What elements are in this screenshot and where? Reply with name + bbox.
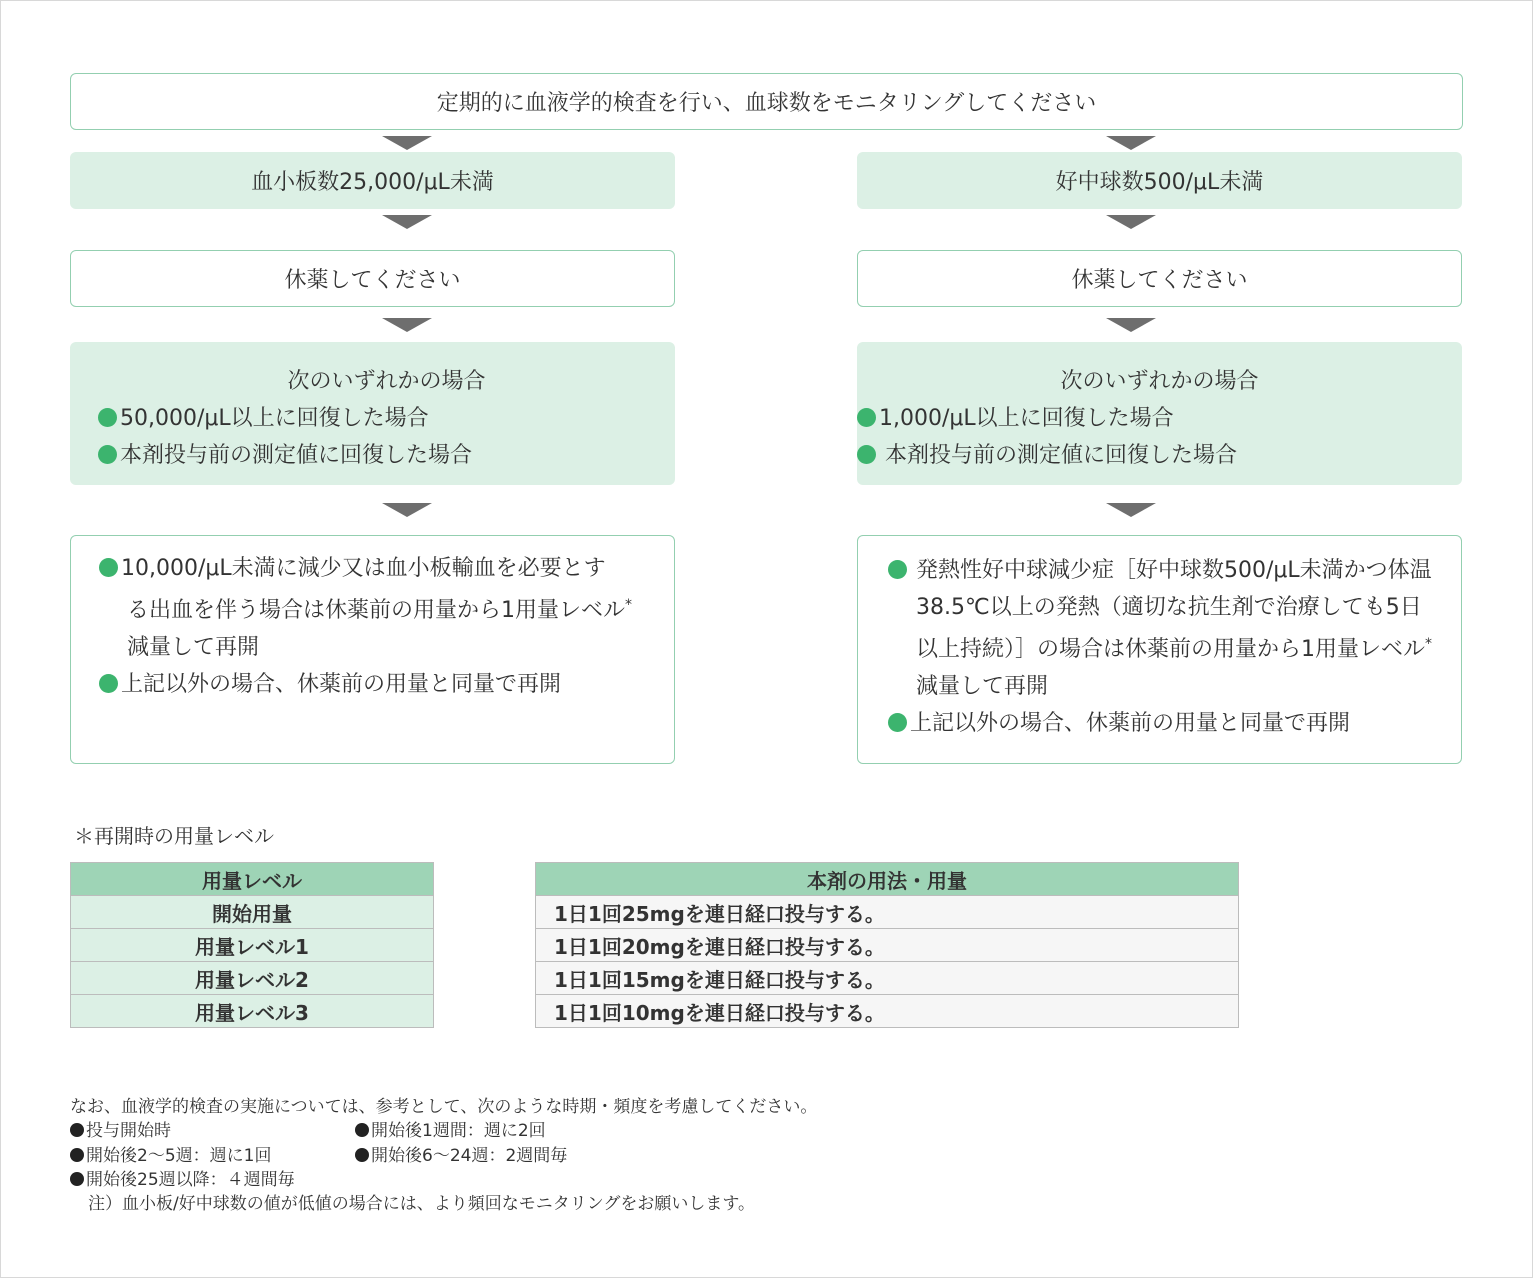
dose-level-table xyxy=(70,862,434,1028)
neutrophil-action-box xyxy=(857,250,1462,307)
schedule-item: 開始後6〜24週：2週間毎 xyxy=(355,1141,567,1166)
bullet-icon xyxy=(857,445,876,464)
neutrophil-recovery-head: 次のいずれかの場合 xyxy=(1060,369,1259,394)
bullet-icon xyxy=(857,408,876,427)
platelet-outcome-item-cont: る出血を伴う場合は休薬前の用量から1用量レベル* xyxy=(127,597,632,623)
bullet-icon xyxy=(70,1172,84,1186)
bullet-icon xyxy=(99,674,118,693)
monitoring-remark: 注）血小板/好中球数の値が低値の場合には、より頻回なモニタリングをお願いします。 xyxy=(88,1194,756,1214)
neutrophil-action-text: 休薬してください xyxy=(1071,268,1248,293)
arrow-down-icon xyxy=(382,136,432,150)
schedule-item: 開始後2〜5週：週に1回 xyxy=(70,1141,271,1166)
usage-header: 本剤の用法・用量 xyxy=(536,863,1239,896)
platelet-trigger-text: 血小板数25,000/μL未満 xyxy=(251,170,494,195)
platelet-recovery-item: 50,000/μL以上に回復した場合 xyxy=(98,400,675,437)
neutrophil-trigger-text: 好中球数500/μL未満 xyxy=(1055,170,1264,195)
monitoring-instruction-box xyxy=(70,73,1463,130)
schedule-item: 投与開始時 xyxy=(70,1116,171,1141)
neutrophil-outcome-item: 発熱性好中球減少症［好中球数500/μL未満かつ体温 xyxy=(888,552,1432,589)
arrow-down-icon xyxy=(1106,215,1156,229)
arrow-down-icon xyxy=(382,318,432,332)
bullet-icon xyxy=(70,1148,84,1162)
arrow-down-icon xyxy=(382,503,432,517)
arrow-down-icon xyxy=(1106,318,1156,332)
dose-level-cell: 用量レベル2 xyxy=(71,962,434,995)
platelet-outcome-item: 10,000/μL未満に減少又は血小板輸血を必要とす xyxy=(99,550,606,587)
arrow-down-icon xyxy=(1106,503,1156,517)
usage-cell: 1日1回20mgを連日経口投与する。 xyxy=(536,929,1239,962)
schedule-item: 開始後1週間：週に2回 xyxy=(355,1116,546,1141)
monitoring-instruction-text: 定期的に血液学的検査を行い、血球数をモニタリングしてください xyxy=(436,91,1097,116)
usage-table xyxy=(535,862,1239,1028)
arrow-down-icon xyxy=(1106,136,1156,150)
neutrophil-outcome-item-cont: 以上持続）］の場合は休薬前の用量から1用量レベル* xyxy=(916,636,1432,662)
bullet-icon xyxy=(98,445,117,464)
bullet-icon xyxy=(98,408,117,427)
platelet-action-box xyxy=(70,250,675,307)
neutrophil-outcome-box xyxy=(857,535,1462,764)
usage-cell: 1日1回10mgを連日経口投与する。 xyxy=(536,995,1239,1028)
schedule-item: 開始後25週以降：４週間毎 xyxy=(70,1165,295,1190)
bullet-icon xyxy=(888,560,907,579)
neutrophil-recovery-item: 1,000/μL以上に回復した場合 xyxy=(857,400,1462,437)
bullet-icon xyxy=(355,1148,369,1162)
platelet-recovery-head: 次のいずれかの場合 xyxy=(287,369,486,394)
bullet-icon xyxy=(888,713,907,732)
monitoring-schedule-intro: なお、血液学的検査の実施については、参考として、次のような時期・頻度を考慮してください。 xyxy=(70,1097,818,1117)
usage-cell: 1日1回25mgを連日経口投与する。 xyxy=(536,896,1239,929)
platelet-outcome-item: 上記以外の場合、休薬前の用量と同量で再開 xyxy=(99,666,561,703)
dose-level-footnote-title: ＊再開時の用量レベル xyxy=(74,824,274,848)
arrow-down-icon xyxy=(382,215,432,229)
neutrophil-trigger-box xyxy=(857,152,1462,209)
dose-level-cell: 用量レベル3 xyxy=(71,995,434,1028)
bullet-icon xyxy=(355,1123,369,1137)
platelet-recovery-item: 本剤投与前の測定値に回復した場合 xyxy=(98,437,675,474)
neutrophil-outcome-item-cont: 減量して再開 xyxy=(916,674,1049,699)
neutrophil-outcome-item-cont: 38.5℃以上の発熱（適切な抗生剤で治療しても5日 xyxy=(916,595,1422,620)
neutrophil-recovery-box xyxy=(857,342,1462,485)
neutrophil-recovery-item: 本剤投与前の測定値に回復した場合 xyxy=(857,437,1462,474)
platelet-outcome-box xyxy=(70,535,675,764)
platelet-recovery-box xyxy=(70,342,675,485)
platelet-outcome-item-cont: 減量して再開 xyxy=(127,635,260,660)
dose-level-cell: 用量レベル1 xyxy=(71,929,434,962)
platelet-action-text: 休薬してください xyxy=(284,268,461,293)
usage-cell: 1日1回15mgを連日経口投与する。 xyxy=(536,962,1239,995)
bullet-icon xyxy=(99,558,118,577)
dose-level-header: 用量レベル xyxy=(71,863,434,896)
platelet-trigger-box xyxy=(70,152,675,209)
bullet-icon xyxy=(70,1123,84,1137)
dose-level-cell: 開始用量 xyxy=(71,896,434,929)
neutrophil-outcome-item: 上記以外の場合、休薬前の用量と同量で再開 xyxy=(888,705,1350,742)
